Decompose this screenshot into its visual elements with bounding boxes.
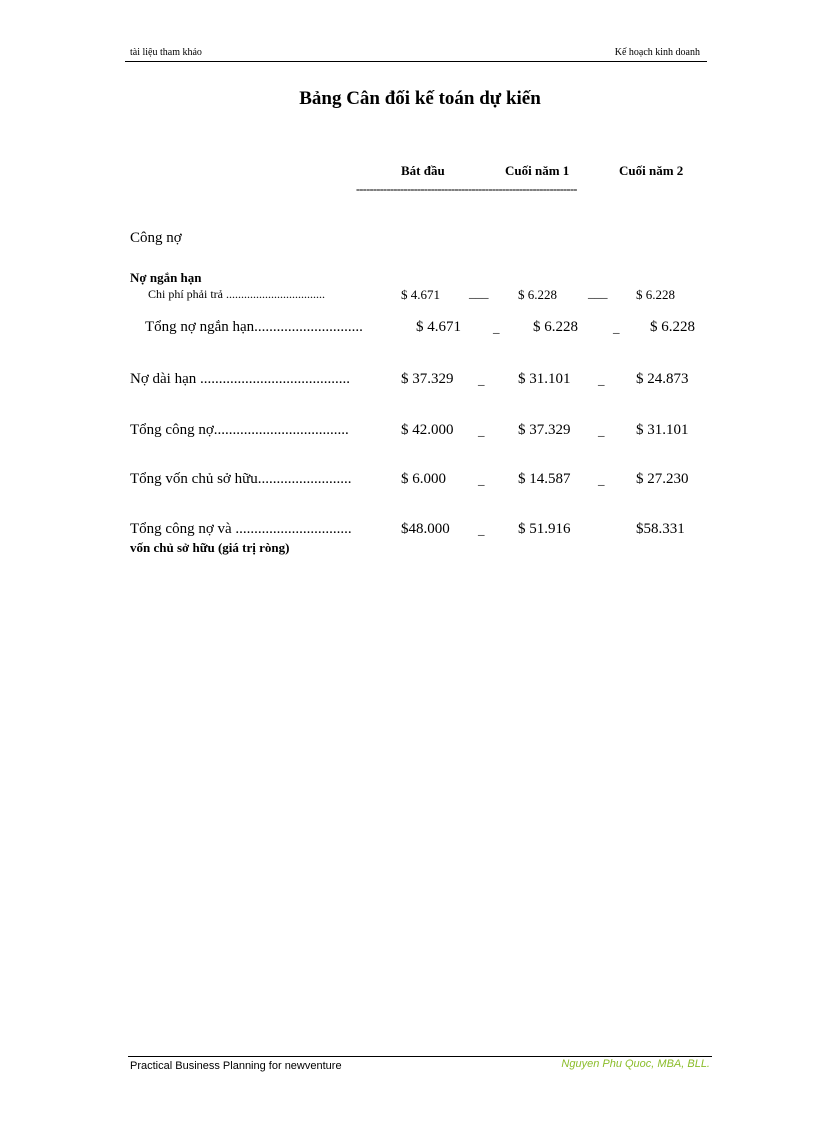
payables-value-year2: $ 6.228 bbox=[636, 287, 675, 302]
long-term-value-year1: $ 31.101 bbox=[518, 371, 571, 387]
total-equity-value-year1: $ 14.587 bbox=[518, 471, 571, 487]
footer-rule bbox=[128, 1056, 712, 1057]
payables-separator-2: ___ bbox=[588, 285, 608, 300]
header-rule bbox=[125, 61, 707, 62]
total-short-term-separator-2: _ bbox=[613, 320, 620, 335]
long-term-label: Nợ dài hạn ........................................ bbox=[130, 371, 350, 387]
page-title: Bảng Cân đối kế toán dự kiến bbox=[299, 88, 541, 109]
total-equity-label: Tổng vốn chủ sở hữu......................... bbox=[130, 471, 352, 487]
payables-value-start: $ 4.671 bbox=[401, 287, 440, 302]
column-header-year1: Cuối năm 1 bbox=[505, 163, 570, 178]
total-liabilities-value-start: $ 42.000 bbox=[401, 422, 454, 438]
total-liab-equity-value-start: $48.000 bbox=[401, 521, 450, 537]
column-header-year2: Cuối năm 2 bbox=[619, 163, 684, 178]
total-equity-separator-2: _ bbox=[598, 472, 605, 487]
long-term-separator-2: _ bbox=[598, 372, 605, 387]
column-header-start: Bát đầu bbox=[401, 163, 445, 178]
column-header-rule: ----------------------------------------------------------------- bbox=[356, 182, 577, 196]
header-right: Kế hoạch kinh doanh bbox=[614, 47, 700, 58]
total-liabilities-label: Tổng công nợ.................................... bbox=[130, 422, 349, 438]
total-liabilities-separator-1: _ bbox=[478, 423, 485, 438]
total-equity-separator-1: _ bbox=[478, 472, 485, 487]
long-term-value-year2: $ 24.873 bbox=[636, 371, 689, 387]
long-term-separator-1: _ bbox=[478, 372, 485, 387]
total-liab-equity-separator-1: _ bbox=[478, 522, 485, 537]
total-equity-value-start: $ 6.000 bbox=[401, 471, 446, 487]
total-liab-equity-value-year2: $58.331 bbox=[636, 521, 685, 537]
total-short-term-label: Tổng nợ ngắn hạn............................. bbox=[145, 319, 363, 335]
total-short-term-separator-1: _ bbox=[493, 320, 500, 335]
header-left: tài liệu tham khảo bbox=[130, 47, 202, 58]
total-short-term-value-year1: $ 6.228 bbox=[533, 319, 578, 335]
footer-right: Nguyen Phu Quoc, MBA, BLL. bbox=[561, 1058, 710, 1070]
short-term-heading: Nợ ngắn hạn bbox=[130, 270, 202, 285]
total-liab-equity-label: Tổng công nợ và ............................... bbox=[130, 521, 352, 537]
long-term-value-start: $ 37.329 bbox=[401, 371, 454, 387]
total-short-term-value-start: $ 4.671 bbox=[416, 319, 461, 335]
section-label-liabilities: Công nợ bbox=[130, 230, 182, 246]
total-liab-equity-value-year1: $ 51.916 bbox=[518, 521, 571, 537]
payables-value-year1: $ 6.228 bbox=[518, 287, 557, 302]
total-liab-equity-label-line2: vốn chủ sở hữu (giá trị ròng) bbox=[130, 540, 290, 555]
payables-separator-1: ___ bbox=[469, 285, 489, 300]
total-liabilities-value-year2: $ 31.101 bbox=[636, 422, 689, 438]
total-equity-value-year2: $ 27.230 bbox=[636, 471, 689, 487]
payables-label: Chi phí phải trả ................................. bbox=[148, 287, 325, 301]
total-liabilities-separator-2: _ bbox=[598, 423, 605, 438]
total-short-term-value-year2: $ 6.228 bbox=[650, 319, 695, 335]
total-liabilities-value-year1: $ 37.329 bbox=[518, 422, 571, 438]
footer-left: Practical Business Planning for newventure bbox=[130, 1060, 342, 1072]
